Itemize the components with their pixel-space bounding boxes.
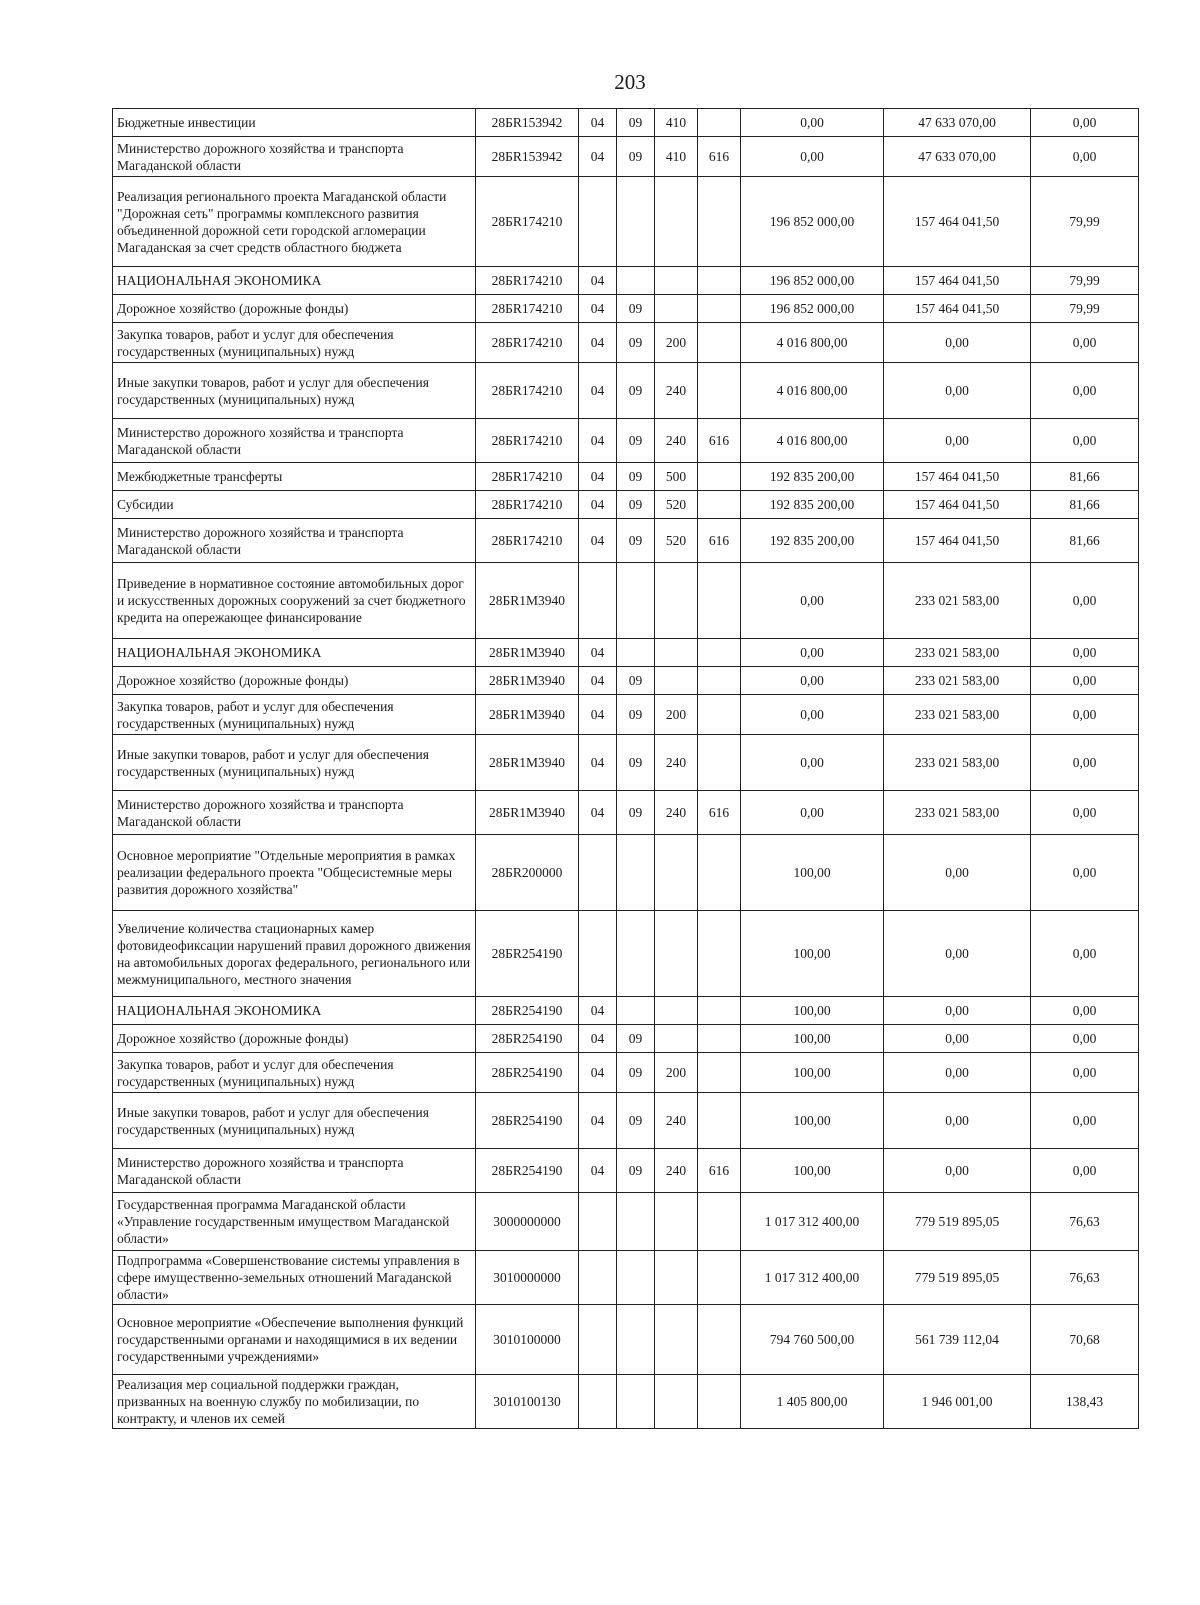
row-percent: 81,66 xyxy=(1031,491,1139,519)
row-admin-code xyxy=(698,735,741,791)
table-row xyxy=(113,1375,1139,1429)
row-section: 04 xyxy=(579,667,617,695)
row-name: НАЦИОНАЛЬНАЯ ЭКОНОМИКА xyxy=(113,997,476,1025)
row-expense-type xyxy=(655,1025,698,1053)
row-section: 04 xyxy=(579,1025,617,1053)
row-percent: 0,00 xyxy=(1031,911,1139,997)
row-percent: 0,00 xyxy=(1031,997,1139,1025)
row-code: 28БR174210 xyxy=(476,463,579,491)
table-row xyxy=(113,1193,1139,1251)
row-admin-code xyxy=(698,1251,741,1305)
row-section: 04 xyxy=(579,791,617,835)
row-actual-amount: 0,00 xyxy=(884,1149,1031,1193)
row-name: Закупка товаров, работ и услуг для обеспечения государственных (муниципальных) нужд xyxy=(113,323,476,363)
row-admin-code xyxy=(698,563,741,639)
row-section xyxy=(579,1375,617,1429)
row-code: 3010100000 xyxy=(476,1305,579,1375)
row-subsection xyxy=(617,267,655,295)
row-subsection: 09 xyxy=(617,491,655,519)
row-expense-type: 240 xyxy=(655,1093,698,1149)
row-admin-code xyxy=(698,109,741,137)
row-section: 04 xyxy=(579,109,617,137)
row-subsection xyxy=(617,1251,655,1305)
row-subsection xyxy=(617,563,655,639)
row-actual-amount: 47 633 070,00 xyxy=(884,137,1031,177)
row-name: Иные закупки товаров, работ и услуг для обеспечения государственных (муниципальных) нужд xyxy=(113,363,476,419)
row-section: 04 xyxy=(579,463,617,491)
row-subsection: 09 xyxy=(617,137,655,177)
row-percent: 70,68 xyxy=(1031,1305,1139,1375)
row-actual-amount: 0,00 xyxy=(884,363,1031,419)
row-section xyxy=(579,1251,617,1305)
row-expense-type xyxy=(655,997,698,1025)
row-admin-code xyxy=(698,463,741,491)
row-subsection: 09 xyxy=(617,667,655,695)
row-section xyxy=(579,177,617,267)
row-expense-type: 410 xyxy=(655,137,698,177)
row-actual-amount: 47 633 070,00 xyxy=(884,109,1031,137)
row-section xyxy=(579,563,617,639)
row-expense-type: 200 xyxy=(655,323,698,363)
row-actual-amount: 561 739 112,04 xyxy=(884,1305,1031,1375)
row-name: Закупка товаров, работ и услуг для обеспечения государственных (муниципальных) нужд xyxy=(113,695,476,735)
row-expense-type: 240 xyxy=(655,419,698,463)
row-section xyxy=(579,1305,617,1375)
row-admin-code xyxy=(698,639,741,667)
row-section: 04 xyxy=(579,639,617,667)
row-actual-amount: 233 021 583,00 xyxy=(884,667,1031,695)
row-admin-code xyxy=(698,323,741,363)
row-admin-code: 616 xyxy=(698,137,741,177)
row-expense-type: 520 xyxy=(655,491,698,519)
row-plan-amount: 1 017 312 400,00 xyxy=(741,1251,884,1305)
row-expense-type xyxy=(655,911,698,997)
row-expense-type: 240 xyxy=(655,1149,698,1193)
row-expense-type xyxy=(655,639,698,667)
row-admin-code: 616 xyxy=(698,519,741,563)
row-name: Подпрограмма «Совершенствование системы управления в сфере имущественно-земельных отношений Магаданской области» xyxy=(113,1251,476,1305)
row-code: 3010000000 xyxy=(476,1251,579,1305)
row-actual-amount: 779 519 895,05 xyxy=(884,1193,1031,1251)
row-name: НАЦИОНАЛЬНАЯ ЭКОНОМИКА xyxy=(113,267,476,295)
row-actual-amount: 157 464 041,50 xyxy=(884,295,1031,323)
row-expense-type xyxy=(655,835,698,911)
row-code: 28БR254190 xyxy=(476,1093,579,1149)
row-section: 04 xyxy=(579,1053,617,1093)
row-percent: 0,00 xyxy=(1031,667,1139,695)
row-subsection: 09 xyxy=(617,1025,655,1053)
row-name: Приведение в нормативное состояние автомобильных дорог и искусственных дорожных сооружений за счет бюджетного кредита на опережающее финансирование xyxy=(113,563,476,639)
row-plan-amount: 100,00 xyxy=(741,1053,884,1093)
row-name: Увеличение количества стационарных камер фотовидеофиксации нарушений правил дорожного движения на автомобильных дорогах федерального, регионального или межмуниципального, местного значения xyxy=(113,911,476,997)
row-code: 28БR254190 xyxy=(476,1149,579,1193)
row-plan-amount: 100,00 xyxy=(741,1093,884,1149)
table-row xyxy=(113,1093,1139,1149)
row-name: НАЦИОНАЛЬНАЯ ЭКОНОМИКА xyxy=(113,639,476,667)
row-code: 28БR254190 xyxy=(476,997,579,1025)
row-plan-amount: 192 835 200,00 xyxy=(741,463,884,491)
row-percent: 79,99 xyxy=(1031,295,1139,323)
table-row xyxy=(113,323,1139,363)
row-subsection xyxy=(617,835,655,911)
row-percent: 0,00 xyxy=(1031,563,1139,639)
table-row xyxy=(113,997,1139,1025)
row-actual-amount: 157 464 041,50 xyxy=(884,491,1031,519)
row-admin-code xyxy=(698,1305,741,1375)
row-percent: 76,63 xyxy=(1031,1251,1139,1305)
row-code: 28БR174210 xyxy=(476,295,579,323)
row-code: 28БR153942 xyxy=(476,137,579,177)
row-plan-amount: 0,00 xyxy=(741,137,884,177)
table-row xyxy=(113,519,1139,563)
page-number: 203 xyxy=(614,70,646,94)
row-plan-amount: 100,00 xyxy=(741,1025,884,1053)
table-row xyxy=(113,735,1139,791)
row-percent: 79,99 xyxy=(1031,267,1139,295)
row-percent: 138,43 xyxy=(1031,1375,1139,1429)
table-row xyxy=(113,667,1139,695)
row-name: Министерство дорожного хозяйства и транспорта Магаданской области xyxy=(113,137,476,177)
row-subsection: 09 xyxy=(617,463,655,491)
row-section: 04 xyxy=(579,295,617,323)
row-expense-type: 240 xyxy=(655,735,698,791)
row-plan-amount: 192 835 200,00 xyxy=(741,519,884,563)
row-actual-amount: 157 464 041,50 xyxy=(884,519,1031,563)
row-expense-type: 520 xyxy=(655,519,698,563)
row-name: Министерство дорожного хозяйства и транспорта Магаданской области xyxy=(113,1149,476,1193)
row-plan-amount: 0,00 xyxy=(741,563,884,639)
row-admin-code xyxy=(698,997,741,1025)
table-row xyxy=(113,267,1139,295)
row-admin-code xyxy=(698,1193,741,1251)
row-percent: 0,00 xyxy=(1031,835,1139,911)
row-section xyxy=(579,835,617,911)
row-section: 04 xyxy=(579,735,617,791)
table-row xyxy=(113,911,1139,997)
row-actual-amount: 233 021 583,00 xyxy=(884,563,1031,639)
table-row xyxy=(113,109,1139,137)
row-expense-type: 200 xyxy=(655,695,698,735)
row-percent: 0,00 xyxy=(1031,791,1139,835)
row-name: Министерство дорожного хозяйства и транспорта Магаданской области xyxy=(113,519,476,563)
row-code: 28БR174210 xyxy=(476,491,579,519)
row-actual-amount: 233 021 583,00 xyxy=(884,735,1031,791)
row-percent: 79,99 xyxy=(1031,177,1139,267)
row-plan-amount: 4 016 800,00 xyxy=(741,363,884,419)
row-code: 28БR1M3940 xyxy=(476,667,579,695)
row-admin-code xyxy=(698,363,741,419)
row-code: 28БR174210 xyxy=(476,267,579,295)
row-expense-type: 200 xyxy=(655,1053,698,1093)
row-plan-amount: 100,00 xyxy=(741,835,884,911)
row-name: Межбюджетные трансферты xyxy=(113,463,476,491)
row-expense-type: 240 xyxy=(655,791,698,835)
row-percent: 0,00 xyxy=(1031,695,1139,735)
row-actual-amount: 779 519 895,05 xyxy=(884,1251,1031,1305)
row-expense-type xyxy=(655,1375,698,1429)
row-code: 28БR254190 xyxy=(476,911,579,997)
row-admin-code xyxy=(698,1093,741,1149)
row-plan-amount: 0,00 xyxy=(741,639,884,667)
row-subsection: 09 xyxy=(617,109,655,137)
row-subsection: 09 xyxy=(617,519,655,563)
row-percent: 81,66 xyxy=(1031,463,1139,491)
row-admin-code xyxy=(698,911,741,997)
row-expense-type xyxy=(655,1193,698,1251)
table-row xyxy=(113,695,1139,735)
row-subsection xyxy=(617,1193,655,1251)
row-plan-amount: 1 017 312 400,00 xyxy=(741,1193,884,1251)
row-subsection xyxy=(617,911,655,997)
row-actual-amount: 0,00 xyxy=(884,997,1031,1025)
row-admin-code xyxy=(698,1053,741,1093)
row-plan-amount: 100,00 xyxy=(741,997,884,1025)
row-section: 04 xyxy=(579,1093,617,1149)
row-name: Основное мероприятие «Обеспечение выполнения функций государственными органами и находящимися в их ведении государственными учреждениями» xyxy=(113,1305,476,1375)
row-name: Государственная программа Магаданской области «Управление государственным имуществом Магаданской области» xyxy=(113,1193,476,1251)
row-plan-amount: 0,00 xyxy=(741,109,884,137)
row-code: 28БR174210 xyxy=(476,519,579,563)
row-expense-type xyxy=(655,1305,698,1375)
row-expense-type xyxy=(655,267,698,295)
table-row xyxy=(113,1251,1139,1305)
row-admin-code xyxy=(698,491,741,519)
row-plan-amount: 0,00 xyxy=(741,791,884,835)
row-actual-amount: 157 464 041,50 xyxy=(884,267,1031,295)
row-name: Дорожное хозяйство (дорожные фонды) xyxy=(113,667,476,695)
row-plan-amount: 794 760 500,00 xyxy=(741,1305,884,1375)
row-percent: 76,63 xyxy=(1031,1193,1139,1251)
row-subsection: 09 xyxy=(617,1149,655,1193)
row-subsection xyxy=(617,997,655,1025)
table-row xyxy=(113,1025,1139,1053)
row-code: 28БR254190 xyxy=(476,1025,579,1053)
row-admin-code: 616 xyxy=(698,791,741,835)
row-name: Реализация мер социальной поддержки граждан, призванных на военную службу по мобилизации, по контракту, и членов их семей xyxy=(113,1375,476,1429)
row-subsection xyxy=(617,1305,655,1375)
table-row xyxy=(113,639,1139,667)
table-row xyxy=(113,791,1139,835)
row-name: Министерство дорожного хозяйства и транспорта Магаданской области xyxy=(113,419,476,463)
table-row xyxy=(113,363,1139,419)
row-section: 04 xyxy=(579,363,617,419)
row-percent: 0,00 xyxy=(1031,109,1139,137)
row-name: Субсидии xyxy=(113,491,476,519)
row-subsection: 09 xyxy=(617,735,655,791)
row-name: Дорожное хозяйство (дорожные фонды) xyxy=(113,295,476,323)
row-section: 04 xyxy=(579,419,617,463)
row-code: 3010100130 xyxy=(476,1375,579,1429)
table-row xyxy=(113,295,1139,323)
row-admin-code xyxy=(698,1375,741,1429)
row-expense-type: 410 xyxy=(655,109,698,137)
row-admin-code xyxy=(698,295,741,323)
table-row xyxy=(113,177,1139,267)
table-row xyxy=(113,1149,1139,1193)
row-plan-amount: 4 016 800,00 xyxy=(741,419,884,463)
row-plan-amount: 100,00 xyxy=(741,1149,884,1193)
row-actual-amount: 0,00 xyxy=(884,835,1031,911)
row-subsection: 09 xyxy=(617,1053,655,1093)
row-name: Иные закупки товаров, работ и услуг для обеспечения государственных (муниципальных) нужд xyxy=(113,735,476,791)
table-row xyxy=(113,835,1139,911)
row-name: Реализация регионального проекта Магаданской области "Дорожная сеть" программы комплексного развития объединенной дорожной сети городской агломерации Магаданская за счет средств областного бюджета xyxy=(113,177,476,267)
row-actual-amount: 0,00 xyxy=(884,1093,1031,1149)
row-percent: 0,00 xyxy=(1031,1149,1139,1193)
table-row xyxy=(113,463,1139,491)
row-percent: 0,00 xyxy=(1031,1025,1139,1053)
row-actual-amount: 0,00 xyxy=(884,419,1031,463)
row-subsection: 09 xyxy=(617,791,655,835)
row-section xyxy=(579,911,617,997)
row-plan-amount: 4 016 800,00 xyxy=(741,323,884,363)
row-expense-type xyxy=(655,563,698,639)
row-percent: 81,66 xyxy=(1031,519,1139,563)
row-expense-type xyxy=(655,667,698,695)
row-code: 28БR174210 xyxy=(476,177,579,267)
table-row xyxy=(113,1053,1139,1093)
row-actual-amount: 0,00 xyxy=(884,911,1031,997)
row-admin-code xyxy=(698,267,741,295)
row-plan-amount: 196 852 000,00 xyxy=(741,177,884,267)
row-admin-code xyxy=(698,177,741,267)
row-admin-code xyxy=(698,695,741,735)
table-row xyxy=(113,563,1139,639)
row-plan-amount: 0,00 xyxy=(741,667,884,695)
row-percent: 0,00 xyxy=(1031,419,1139,463)
row-actual-amount: 233 021 583,00 xyxy=(884,639,1031,667)
row-name: Министерство дорожного хозяйства и транспорта Магаданской области xyxy=(113,791,476,835)
row-actual-amount: 233 021 583,00 xyxy=(884,791,1031,835)
row-subsection: 09 xyxy=(617,419,655,463)
row-code: 28БR200000 xyxy=(476,835,579,911)
row-plan-amount: 196 852 000,00 xyxy=(741,267,884,295)
row-percent: 0,00 xyxy=(1031,137,1139,177)
row-subsection xyxy=(617,639,655,667)
row-name: Основное мероприятие "Отдельные мероприятия в рамках реализации федерального проекта "Общесистемные меры развития дорожного хозяйства" xyxy=(113,835,476,911)
row-subsection: 09 xyxy=(617,1093,655,1149)
row-percent: 0,00 xyxy=(1031,1053,1139,1093)
row-plan-amount: 0,00 xyxy=(741,695,884,735)
row-admin-code: 616 xyxy=(698,1149,741,1193)
row-code: 28БR174210 xyxy=(476,363,579,419)
row-actual-amount: 157 464 041,50 xyxy=(884,177,1031,267)
row-code: 28БR153942 xyxy=(476,109,579,137)
row-section: 04 xyxy=(579,519,617,563)
row-code: 3000000000 xyxy=(476,1193,579,1251)
row-name: Бюджетные инвестиции xyxy=(113,109,476,137)
table-row xyxy=(113,1305,1139,1375)
row-section: 04 xyxy=(579,695,617,735)
row-plan-amount: 192 835 200,00 xyxy=(741,491,884,519)
row-section: 04 xyxy=(579,137,617,177)
row-plan-amount: 1 405 800,00 xyxy=(741,1375,884,1429)
row-subsection: 09 xyxy=(617,295,655,323)
row-code: 28БR1M3940 xyxy=(476,639,579,667)
row-code: 28БR1M3940 xyxy=(476,563,579,639)
row-actual-amount: 0,00 xyxy=(884,1053,1031,1093)
row-section: 04 xyxy=(579,491,617,519)
row-admin-code xyxy=(698,1025,741,1053)
row-subsection: 09 xyxy=(617,695,655,735)
table-row xyxy=(113,419,1139,463)
row-section: 04 xyxy=(579,1149,617,1193)
table-row xyxy=(113,137,1139,177)
row-name: Закупка товаров, работ и услуг для обеспечения государственных (муниципальных) нужд xyxy=(113,1053,476,1093)
row-subsection xyxy=(617,1375,655,1429)
row-plan-amount: 196 852 000,00 xyxy=(741,295,884,323)
row-section: 04 xyxy=(579,267,617,295)
row-admin-code: 616 xyxy=(698,419,741,463)
row-actual-amount: 233 021 583,00 xyxy=(884,695,1031,735)
row-plan-amount: 0,00 xyxy=(741,735,884,791)
row-percent: 0,00 xyxy=(1031,735,1139,791)
row-section: 04 xyxy=(579,997,617,1025)
row-section: 04 xyxy=(579,323,617,363)
row-expense-type: 240 xyxy=(655,363,698,419)
row-actual-amount: 1 946 001,00 xyxy=(884,1375,1031,1429)
row-plan-amount: 100,00 xyxy=(741,911,884,997)
row-name: Дорожное хозяйство (дорожные фонды) xyxy=(113,1025,476,1053)
row-actual-amount: 0,00 xyxy=(884,1025,1031,1053)
row-subsection: 09 xyxy=(617,363,655,419)
table-row xyxy=(113,491,1139,519)
row-code: 28БR254190 xyxy=(476,1053,579,1093)
row-section xyxy=(579,1193,617,1251)
row-subsection: 09 xyxy=(617,323,655,363)
row-expense-type: 500 xyxy=(655,463,698,491)
row-expense-type xyxy=(655,295,698,323)
row-expense-type xyxy=(655,1251,698,1305)
row-expense-type xyxy=(655,177,698,267)
row-code: 28БR1M3940 xyxy=(476,735,579,791)
row-code: 28БR174210 xyxy=(476,323,579,363)
row-percent: 0,00 xyxy=(1031,1093,1139,1149)
row-percent: 0,00 xyxy=(1031,639,1139,667)
row-actual-amount: 157 464 041,50 xyxy=(884,463,1031,491)
row-name: Иные закупки товаров, работ и услуг для обеспечения государственных (муниципальных) нужд xyxy=(113,1093,476,1149)
row-code: 28БR1M3940 xyxy=(476,791,579,835)
row-code: 28БR174210 xyxy=(476,419,579,463)
row-percent: 0,00 xyxy=(1031,363,1139,419)
row-actual-amount: 0,00 xyxy=(884,323,1031,363)
row-code: 28БR1M3940 xyxy=(476,695,579,735)
row-admin-code xyxy=(698,667,741,695)
row-admin-code xyxy=(698,835,741,911)
row-subsection xyxy=(617,177,655,267)
budget-table xyxy=(112,108,1139,1429)
row-percent: 0,00 xyxy=(1031,323,1139,363)
